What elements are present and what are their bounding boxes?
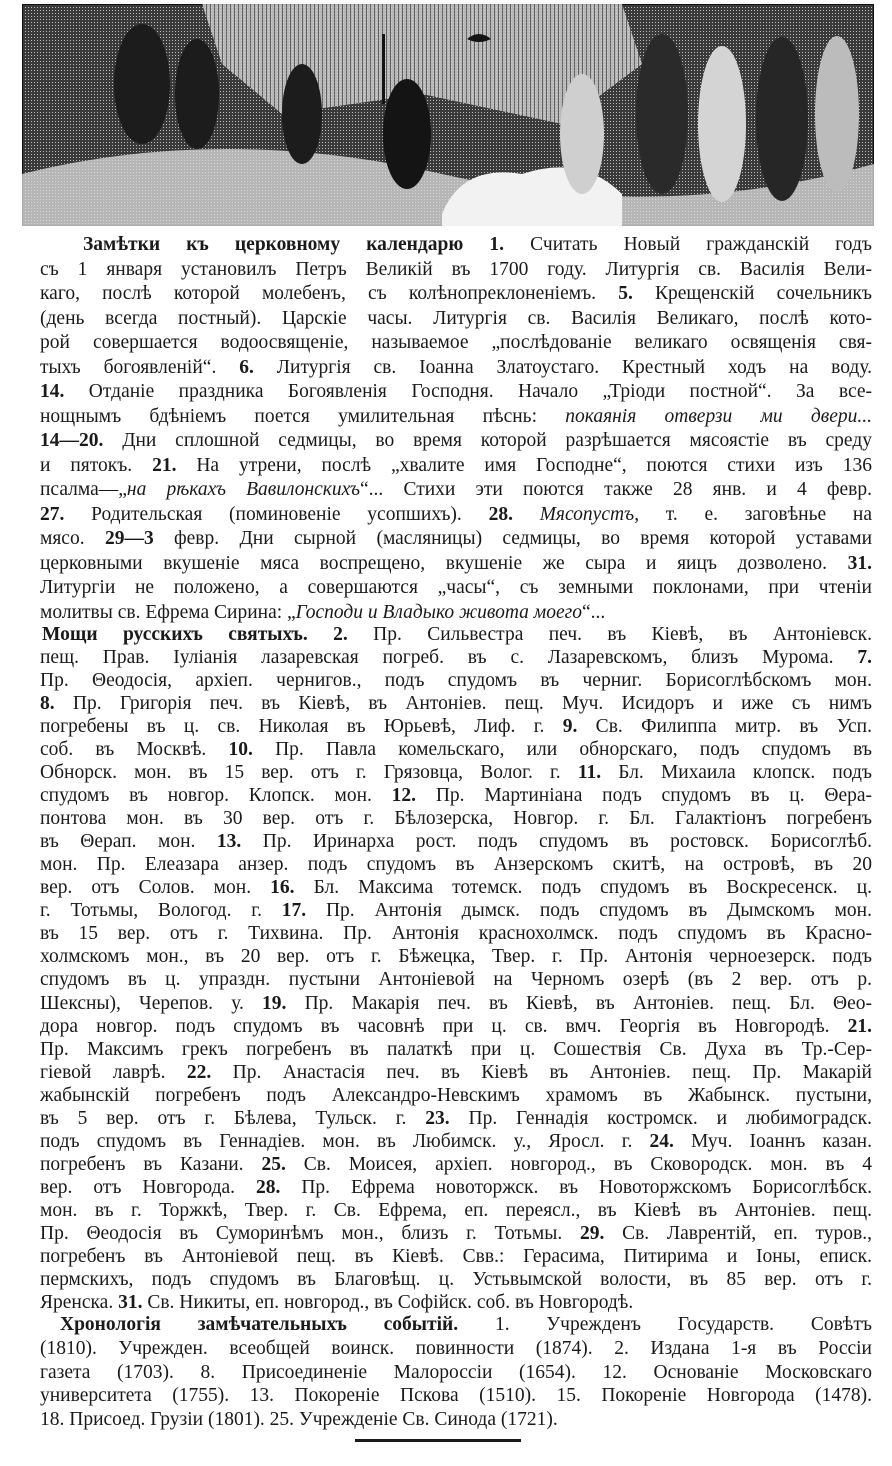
text-line <box>40 738 872 761</box>
text-run: жабынскій погребенъ подъ Александро-Невскимъ храмомъ въ Жабынск. пустыни, <box>40 1084 872 1106</box>
text-run: г. Тотьмы, Вологод. г. <box>40 900 282 922</box>
text-line <box>40 1038 872 1061</box>
bold-run: 21. <box>152 454 177 476</box>
text-run: подъ спудомъ въ Геннадіев. мон. въ Любимск. у., Яросл. г. <box>40 1130 650 1152</box>
bold-run: 6. <box>239 356 254 378</box>
text-run: въ 5 вер. отъ г. Бѣлева, Тульск. г. <box>40 1107 426 1129</box>
bold-run: 12. <box>391 785 417 807</box>
text-line <box>40 692 872 715</box>
text-run: Считать Новый гражданскій годъ <box>504 234 872 255</box>
text-run: Отданіе праздника Богоявленія Господня. Начало „Тріоди постной“. За все- <box>64 381 872 402</box>
bold-run: 22. <box>186 1061 212 1083</box>
text-run: церковными вкушеніе мяса воспрещено, вкушеніе же сыра и яицъ дозволено. <box>40 552 848 574</box>
text-line <box>40 233 872 258</box>
bold-run: 23. <box>425 1107 450 1129</box>
text-line <box>40 669 872 692</box>
text-run: (1810). Учрежден. всеобщей воинск. повинности (1874). 2. Издана 1-я въ Россіи <box>40 1337 872 1359</box>
text-line <box>40 1176 872 1199</box>
text-run: соб. въ Москвѣ. <box>40 739 229 761</box>
text-run: дора новгор. подъ спудомъ въ часовнѣ при ц. св. вмч. Георгія въ Новгородѣ. <box>40 1015 848 1037</box>
text-line <box>40 830 872 853</box>
text-line <box>40 623 872 646</box>
text-run: “... <box>582 601 606 623</box>
bold-run: 24. <box>649 1130 674 1152</box>
text-line <box>40 1153 872 1176</box>
text-run: Пр. Сильвестра печ. въ Кіевѣ, въ Антоніевск. <box>347 624 872 645</box>
bold-run: 14. <box>40 381 65 402</box>
text-line <box>40 282 872 307</box>
text-line <box>40 853 872 876</box>
text-run: мясо. <box>40 528 105 549</box>
text-line <box>40 899 872 922</box>
bold-run: 13. <box>216 831 242 853</box>
text-line <box>40 258 872 283</box>
text-run: Пр. Ефрема новоторжск. въ Новоторжскомъ Борисоглѣбск. <box>280 1176 873 1198</box>
text-run: Св. Никиты, еп. новгород., въ Софійск. соб. въ Новгородѣ. <box>142 1291 634 1313</box>
bold-run: 31. <box>847 552 872 574</box>
text-run: спудомъ въ ц. упраздн. пустыни Антоніевой на Черномъ озерѣ (въ 2 вер. отъ р. <box>40 969 872 991</box>
text-run: и пятокъ. <box>40 454 153 476</box>
bold-run: 9. <box>562 716 578 738</box>
text-run: Яренска. <box>40 1291 119 1313</box>
text-line <box>40 1107 872 1130</box>
text-run: молитвы св. Ефрема Сирина: „ <box>40 601 296 623</box>
text-run <box>308 624 333 645</box>
text-run: Пр. Григорія печ. въ Кіевѣ, въ Антоніев. пещ. Муч. Исидоръ и иже съ нимъ <box>54 693 872 715</box>
text-run: 18. Присоед. Грузіи (1801). 25. Учрежденіе Св. Синода (1721). <box>40 1409 558 1430</box>
text-run <box>463 234 489 255</box>
text-run: въ 15 вер. отъ г. Тихвина. Пр. Антонія краснохолмск. подъ спудомъ въ Красно- <box>40 923 872 945</box>
text-line <box>40 1061 872 1084</box>
text-run: пермскихъ, подъ спудомъ въ Благовѣщ. ц. Устьвымской волости, въ 85 вер. отъ г. <box>40 1268 872 1290</box>
text-run: Пр. Антонія дымск. подъ спудомъ въ Дымскомъ мон. <box>306 900 872 922</box>
text-run <box>513 504 540 525</box>
italic-run: Господи и Владыко живота моего <box>295 601 582 623</box>
text-line <box>40 646 872 669</box>
text-line <box>40 1291 872 1314</box>
text-run: Св. Моисея, архіеп. новгород., въ Сковородск. мон. въ 4 <box>285 1153 872 1175</box>
text-run: рой совершается водоосвященіе, называемое „послѣдованіе великаго освященія свя- <box>40 332 872 353</box>
bold-run: 10. <box>228 739 253 761</box>
text-run: февр. Дни сырной (масляницы) седмицы, во время которой уставами <box>153 528 873 549</box>
text-run: газета (1703). 8. Присоединеніе Малороссіи (1654). 12. Основаніе Московскаго <box>40 1361 872 1383</box>
header-engraving-illustration <box>22 4 874 226</box>
text-line <box>40 1222 872 1245</box>
bold-run: 27. <box>40 503 65 525</box>
bold-run: 1. <box>489 234 505 255</box>
text-line <box>40 1268 872 1291</box>
text-run: Муч. Іоаннъ казан. <box>673 1130 872 1152</box>
bold-run: 28. <box>488 503 513 525</box>
italic-run: покаянія отверзи ми двери... <box>565 405 872 427</box>
text-run: Крещенскій сочельникъ <box>632 283 872 304</box>
bold-run: 28. <box>256 1176 281 1198</box>
bold-run: Мощи русскихъ святыхъ. <box>42 624 308 645</box>
text-line <box>40 922 872 945</box>
text-run: Пр. Анастасія печ. въ Кіевѣ въ Антоніев. пещ. Пр. Макарій <box>211 1061 872 1083</box>
text-run: погребены въ ц. св. Николая въ Юрьевѣ, Лиф. г. <box>40 716 563 738</box>
bold-run: 2. <box>333 624 348 645</box>
text-run: Обнорск. мон. въ 15 вер. отъ г. Грязовца, Волог. г. <box>40 762 578 784</box>
text-run: мон. Пр. Елеазара анзер. подъ спудомъ въ Анзерскомъ скитѣ, на островѣ, въ 20 <box>40 854 872 876</box>
bold-run: 7. <box>857 647 872 669</box>
text-line <box>40 992 872 1015</box>
church-calendar-notes-paragraph <box>40 233 872 625</box>
text-run: Пр. Макарія печ. въ Кіевѣ, въ Антоніев. пещ. Бл. Θео- <box>286 992 872 1014</box>
bold-run: 29. <box>579 1222 605 1244</box>
text-run: Пр. Мартиніана подъ спудомъ въ ц. Θера- <box>416 785 872 807</box>
russian-saints-relics-paragraph <box>40 623 872 1314</box>
text-line <box>40 1384 872 1408</box>
text-line <box>40 356 872 381</box>
text-line <box>40 807 872 830</box>
bold-run: 16. <box>270 877 295 899</box>
text-line <box>40 1015 872 1038</box>
text-run: гіевой лаврѣ. <box>40 1061 187 1083</box>
text-line <box>40 307 872 332</box>
text-run: Бл. Максима тотемск. подъ спудомъ въ Воскресенск. ц. <box>294 877 872 899</box>
text-line <box>40 784 872 807</box>
text-line <box>40 1245 872 1268</box>
text-run: погребенъ въ Казани. <box>40 1153 262 1175</box>
text-run: Пр. Геннадія костромск. и любимоградск. <box>449 1107 872 1129</box>
text-run: Пр. Максимъ грекъ погребенъ въ палаткѣ при ц. Сошествія Св. Духа въ Тр.-Сер- <box>40 1038 872 1060</box>
bold-run: 25. <box>261 1153 286 1175</box>
text-line <box>40 527 872 552</box>
italic-run: Мясопустъ <box>539 503 635 525</box>
text-run: Пр. Павла комельскаго, или обнорскаго, подъ спудомъ въ <box>252 739 872 761</box>
bold-run: Замѣтки къ церковному календарю <box>83 234 464 255</box>
text-line <box>40 1084 872 1107</box>
bold-run: 29—3 <box>104 528 154 549</box>
text-run: Дни сплошной седмицы, во время которой разрѣшается мясоястіе въ среду <box>103 430 872 451</box>
bold-run: 21. <box>847 1015 872 1037</box>
text-run: тыхъ богоявленій“. <box>40 356 240 378</box>
text-run: Литургія св. Іоанна Златоустаго. Крестный ходъ на воду. <box>253 356 873 378</box>
text-line <box>40 1130 872 1153</box>
bold-run: 19. <box>262 992 287 1014</box>
text-line <box>40 1337 872 1361</box>
text-run: погребенъ въ Антоніевой пещ. въ Кіевѣ. Свв.: Герасима, Питирима и Іоны, еписк. <box>40 1245 872 1267</box>
text-run: пещ. Прав. Іуліанія лазаревская погреб. въ с. Лазаревскомъ, близъ Мурома. <box>40 647 858 669</box>
text-run: (день всегда постный). Царскіе часы. Литургія св. Василія Великаго, послѣ кото- <box>40 307 872 329</box>
text-line <box>40 331 872 356</box>
text-run: Шексны), Черепов. у. <box>40 992 263 1014</box>
text-run: Пр. Θеодосія, архіеп. чернигов., подъ спудомъ въ черниг. Борисоглѣбскомъ мон. <box>40 670 872 692</box>
text-run: каго, послѣ которой молебенъ, съ колѣнопреклоненіемъ. <box>40 283 619 304</box>
bold-run: 8. <box>40 693 55 715</box>
text-run: На утрени, послѣ „хвалите имя Господне“, поются стихи изъ 136 <box>176 454 872 476</box>
closing-divider-rule <box>355 1439 521 1442</box>
text-run: университета (1755). 13. Покореніе Пскова (1510). 15. Покореніе Новгорода (1478). <box>40 1385 872 1407</box>
text-line <box>40 454 872 479</box>
text-run: холмскомъ мон., въ 20 вер. отъ г. Бѣжецка, Твер. г. Пр. Антонія черноезерск. подъ <box>40 946 872 968</box>
italic-run: на рѣкахъ Вавилонскихъ <box>126 479 360 500</box>
text-run: спудомъ въ новгор. Клопск. мон. <box>40 785 392 807</box>
text-line <box>40 405 872 430</box>
text-run: вер. отъ Новгорода. <box>40 1176 256 1198</box>
text-line <box>40 429 872 454</box>
text-line <box>40 1313 872 1337</box>
text-run: мон. въ г. Торжкѣ, Твер. г. Св. Ефрема, еп. переясл., въ Кіевѣ въ Антоніев. пещ. <box>40 1199 872 1221</box>
text-run: Литургіи не положено, а совершаются „часы“, съ земными поклонами, при чтеніи <box>40 577 872 598</box>
text-run: псалма—„ <box>40 479 127 500</box>
text-run: 1. Учрежденъ Государств. Совѣтъ <box>458 1314 872 1335</box>
bold-run: 14—20. <box>40 430 104 451</box>
text-run: Родительская (поминовеніе усопшихъ). <box>64 503 489 525</box>
bold-run: 5. <box>618 283 633 304</box>
text-line <box>40 503 872 528</box>
bold-run: 17. <box>281 900 307 922</box>
text-line <box>40 601 872 626</box>
text-run: Пр. Иринарха рост. подъ спудомъ въ ростовск. Борисоглѣб. <box>241 831 872 853</box>
text-run: Бл. Михаила клопск. подъ <box>601 762 872 784</box>
bold-run: 31. <box>118 1291 143 1313</box>
text-line <box>40 945 872 968</box>
text-run: въ Θерап. мон. <box>40 831 217 853</box>
chronology-of-events-paragraph <box>40 1313 872 1432</box>
text-line <box>40 715 872 738</box>
bold-run: 11. <box>577 762 602 784</box>
text-run: , т. е. заговѣнье на <box>634 503 872 525</box>
text-run: нощнымъ бдѣніемъ поется умилительная пѣснь: <box>40 405 566 427</box>
text-line <box>40 1361 872 1385</box>
text-run: Св. Филиппа митр. въ Усп. <box>577 716 872 738</box>
text-line <box>40 1199 872 1222</box>
text-line <box>40 1408 872 1432</box>
text-line <box>40 380 872 405</box>
text-line <box>40 552 872 577</box>
text-run: вер. отъ Солов. мон. <box>40 877 271 899</box>
text-line <box>40 968 872 991</box>
text-run: Св. Лаврентій, еп. туров., <box>604 1222 872 1244</box>
text-line <box>40 478 872 503</box>
text-run: “... Стихи эти поются также 28 янв. и 4 февр. <box>359 479 873 500</box>
text-line <box>40 576 872 601</box>
text-run: Пр. Θеодосія въ Суморинѣмъ мон., близъ г. Тотьмы. <box>40 1222 580 1244</box>
text-line <box>40 876 872 899</box>
text-run: съ 1 января установилъ Петръ Великій въ 1700 году. Литургія св. Василія Вели- <box>40 258 872 280</box>
text-run: понтова мон. въ 30 вер. отъ г. Бѣлозерска, Новгор. г. Бл. Галактіонъ погребенъ <box>40 808 872 830</box>
bold-run: Хронологія замѣчательныхъ событій. <box>60 1314 459 1335</box>
text-line <box>40 761 872 784</box>
